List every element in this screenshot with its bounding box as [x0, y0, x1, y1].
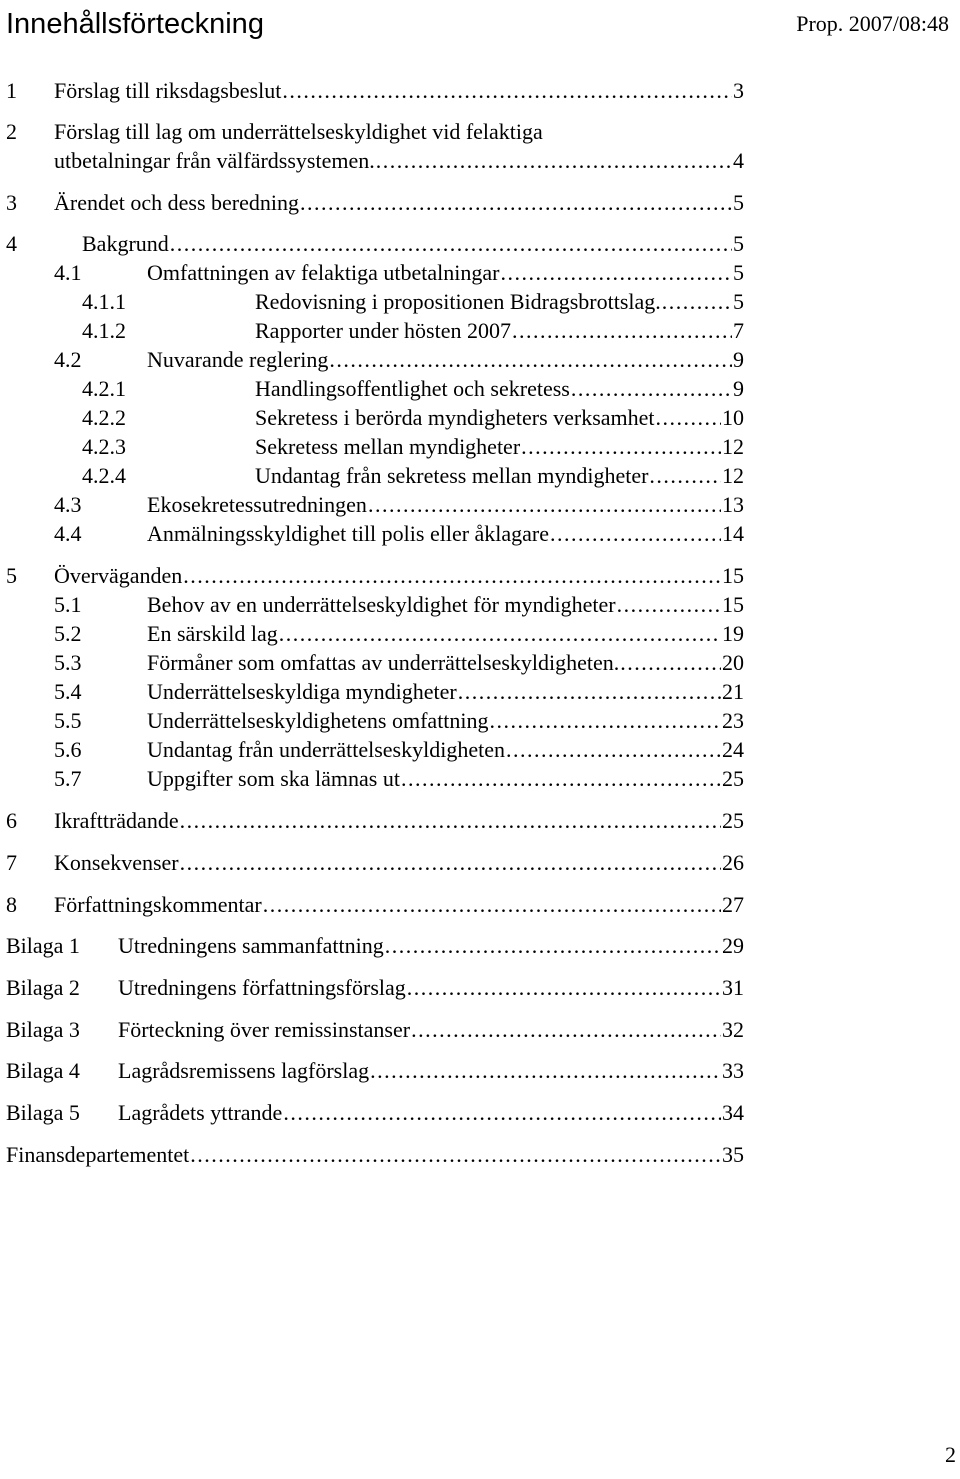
toc-entry-page: 29 — [722, 933, 744, 958]
toc-entry-title: Överväganden — [54, 563, 183, 588]
toc-entry-title: Ärendet och dess beredning — [54, 190, 299, 215]
toc-entry[interactable] — [0, 648, 960, 677]
toc-entry-title: Förmåner som omfattas av underrättelseskyldigheten. — [147, 650, 620, 675]
toc-entry-number: 1 — [6, 78, 17, 103]
toc-entry-number: 4.1.1 — [82, 289, 126, 314]
toc-entry-number: 7 — [6, 850, 17, 875]
dot-leader — [458, 677, 721, 706]
dot-leader — [263, 890, 721, 919]
toc-entry-number: 4.1 — [54, 260, 82, 285]
toc-entry-title: Sekretess mellan myndigheter — [255, 434, 521, 459]
toc-entry[interactable] — [0, 1056, 960, 1085]
toc-entry[interactable] — [0, 374, 960, 403]
toc-entry-page: 14 — [722, 521, 744, 546]
toc-entry-title: Förteckning över remissinstanser — [118, 1017, 411, 1042]
dot-leader — [662, 287, 732, 316]
toc-entry-page: 9 — [733, 347, 744, 372]
toc-entry[interactable] — [0, 677, 960, 706]
toc-entry-page: 35 — [722, 1142, 744, 1167]
toc-entry[interactable] — [0, 519, 960, 548]
toc-entry-number: 5.7 — [54, 766, 82, 791]
toc-entry-title: Ikraftträdande — [54, 808, 179, 833]
toc-entry-number: 6 — [6, 808, 17, 833]
toc-entry-number: Bilaga 3 — [6, 1017, 80, 1042]
dot-leader — [190, 1140, 721, 1169]
toc-entry[interactable] — [0, 258, 960, 287]
toc-entry-title: Behov av en underrättelseskyldighet för myndigheter — [147, 592, 616, 617]
toc-entry-page: 24 — [722, 737, 744, 762]
toc-entry[interactable] — [0, 848, 960, 877]
toc-entry[interactable] — [0, 973, 960, 1002]
toc-entry-page: 15 — [722, 563, 744, 588]
toc-entry[interactable] — [0, 432, 960, 461]
toc-entry-page: 5 — [733, 231, 744, 256]
dot-leader — [407, 973, 721, 1002]
toc-entry-title: Förslag till lag om underrättelseskyldighet vid felaktiga — [54, 119, 543, 144]
toc-entry-page: 15 — [722, 592, 744, 617]
toc-entry-page: 34 — [722, 1100, 744, 1125]
dot-leader — [376, 146, 732, 175]
proposition-number: Prop. 2007/08:48 — [796, 11, 949, 36]
toc-entry[interactable] — [0, 764, 960, 793]
dot-leader — [512, 316, 732, 345]
dot-leader — [329, 345, 732, 374]
dot-leader — [282, 76, 732, 105]
toc-entry-title: Ekosekretessutredningen — [147, 492, 367, 517]
toc-entry[interactable] — [0, 561, 960, 590]
toc-entry[interactable] — [0, 345, 960, 374]
toc-entry-page: 5 — [733, 190, 744, 215]
toc-entry-page: 21 — [722, 679, 744, 704]
toc-entry-number: 4.2.3 — [82, 434, 126, 459]
dot-leader — [385, 931, 721, 960]
toc-entry-number: 4.1.2 — [82, 318, 126, 343]
toc-entry-number: Bilaga 5 — [6, 1100, 80, 1125]
toc-entry-page: 12 — [722, 434, 744, 459]
toc-entry-number: Bilaga 4 — [6, 1058, 80, 1083]
toc-entry-number: 5.6 — [54, 737, 82, 762]
toc-entry-number: 5.1 — [54, 592, 82, 617]
toc-entry-number: 4.2 — [54, 347, 82, 372]
toc-entry-title: Handlingsoffentlighet och sekretess — [255, 376, 570, 401]
dot-leader — [571, 374, 732, 403]
toc-entry-number: 2 — [6, 119, 17, 144]
toc-entry-title: Anmälningsskyldighet till polis eller åklagare — [147, 521, 550, 546]
dot-leader — [656, 403, 721, 432]
toc-entry[interactable] — [0, 806, 960, 835]
toc-entry[interactable] — [0, 931, 960, 960]
toc-entry[interactable] — [0, 706, 960, 735]
toc-entry-title: Omfattningen av felaktiga utbetalningar — [147, 260, 500, 285]
dot-leader — [490, 706, 721, 735]
toc-entry[interactable] — [0, 1015, 960, 1044]
toc-entry-page: 31 — [722, 975, 744, 1000]
toc-entry-title: Lagrådets yttrande — [118, 1100, 283, 1125]
toc-entry-number: 5.5 — [54, 708, 82, 733]
toc-entry-title: Lagrådsremissens lagförslag — [118, 1058, 370, 1083]
toc-entry-title: Konsekvenser — [54, 850, 179, 875]
toc-entry[interactable] — [0, 287, 960, 316]
dot-leader — [401, 764, 721, 793]
toc-entry-page: 9 — [733, 376, 744, 401]
toc-entry-page: 4 — [733, 148, 744, 173]
toc-entry-number: 5.3 — [54, 650, 82, 675]
dot-leader — [550, 519, 721, 548]
toc-entry-title: Utredningens författningsförslag — [118, 975, 406, 1000]
toc-entry-title: Undantag från underrättelseskyldigheten — [147, 737, 505, 762]
toc-entry-page: 32 — [722, 1017, 744, 1042]
dot-leader — [620, 648, 721, 677]
toc-entry-page: 25 — [722, 766, 744, 791]
toc-entry[interactable] — [0, 188, 960, 217]
toc-entry[interactable] — [0, 590, 960, 619]
toc-entry-page: 23 — [722, 708, 744, 733]
dot-leader — [170, 229, 732, 258]
toc-entry-title: Uppgifter som ska lämnas ut — [147, 766, 400, 791]
toc-entry-page: 20 — [722, 650, 744, 675]
toc-entry-number: 4.2.2 — [82, 405, 126, 430]
toc-entry[interactable] — [0, 1098, 960, 1127]
toc-entry-number: 4.4 — [54, 521, 82, 546]
dot-leader — [283, 1098, 721, 1127]
dot-leader — [500, 258, 732, 287]
dot-leader — [279, 619, 721, 648]
dot-leader — [368, 490, 721, 519]
toc-entry-page: 5 — [733, 289, 744, 314]
toc-entry-title: Undantag från sekretess mellan myndigheter — [255, 463, 649, 488]
toc-entry-number: 5.4 — [54, 679, 82, 704]
toc-entry-title: Nuvarande reglering — [147, 347, 329, 372]
toc-entry-title: Finansdepartementet — [6, 1142, 190, 1167]
dot-leader — [370, 1056, 721, 1085]
toc-entry[interactable] — [0, 117, 960, 175]
toc-entry-title: Sekretess i berörda myndigheters verksamhet — [255, 405, 655, 430]
dot-leader — [649, 461, 721, 490]
dot-leader — [300, 188, 732, 217]
toc-entry-page: 3 — [733, 78, 744, 103]
toc-entry-title: Utredningens sammanfattning — [118, 933, 384, 958]
toc-entry-title: Författningskommentar — [54, 892, 262, 917]
toc-entry-title-continued: utbetalningar från välfärdssystemen. — [54, 148, 375, 173]
toc-entry-title: En särskild lag — [147, 621, 278, 646]
dot-leader — [521, 432, 721, 461]
toc-entry-number: Bilaga 1 — [6, 933, 80, 958]
toc-entry-title: Redovisning i propositionen Bidragsbrottslag. — [255, 289, 661, 314]
toc-entry[interactable] — [0, 461, 960, 490]
toc-entry-page: 25 — [722, 808, 744, 833]
toc-entry-page: 5 — [733, 260, 744, 285]
toc-entry-title: Rapporter under hösten 2007 — [255, 318, 511, 343]
toc-entry-number: 4.2.4 — [82, 463, 126, 488]
dot-leader — [506, 735, 721, 764]
toc-entry-page: 10 — [722, 405, 744, 430]
toc-entry[interactable] — [0, 1140, 960, 1169]
toc-entry-page: 7 — [733, 318, 744, 343]
toc-entry-page: 19 — [722, 621, 744, 646]
toc-entry[interactable] — [0, 229, 960, 258]
toc-entry-page: 12 — [722, 463, 744, 488]
toc-entry[interactable] — [0, 735, 960, 764]
toc-entry[interactable] — [0, 76, 960, 105]
toc-entry-number: 3 — [6, 190, 17, 215]
toc-entry[interactable] — [0, 619, 960, 648]
toc-entry-number: 4.3 — [54, 492, 82, 517]
toc-entry-page: 27 — [722, 892, 744, 917]
toc-entry-number: 8 — [6, 892, 17, 917]
toc-entry-number: 4 — [6, 231, 17, 256]
dot-leader — [411, 1015, 721, 1044]
toc-entry-number: Bilaga 2 — [6, 975, 80, 1000]
dot-leader — [183, 561, 721, 590]
toc-entry[interactable] — [0, 316, 960, 345]
toc-entry-page: 13 — [722, 492, 744, 517]
toc-entry-page: 33 — [722, 1058, 744, 1083]
page-title: Innehållsförteckning — [6, 8, 264, 40]
dot-leader — [617, 590, 721, 619]
toc-entry-number: 5 — [6, 563, 17, 588]
toc-entry-number: 4.2.1 — [82, 376, 126, 401]
dot-leader — [180, 848, 721, 877]
dot-leader — [180, 806, 721, 835]
toc-entry-title: Förslag till riksdagsbeslut — [54, 78, 282, 103]
toc-entry[interactable] — [0, 403, 960, 432]
toc-entry-page: 26 — [722, 850, 744, 875]
toc-entry-title: Underrättelseskyldiga myndigheter — [147, 679, 457, 704]
toc-entry-title: Underrättelseskyldighetens omfattning — [147, 708, 489, 733]
toc-entry-number: 5.2 — [54, 621, 82, 646]
page-number: 2 — [945, 1442, 956, 1467]
toc-entry-title: Bakgrund — [82, 231, 169, 256]
toc-entry[interactable] — [0, 490, 960, 519]
toc-entry[interactable] — [0, 890, 960, 919]
